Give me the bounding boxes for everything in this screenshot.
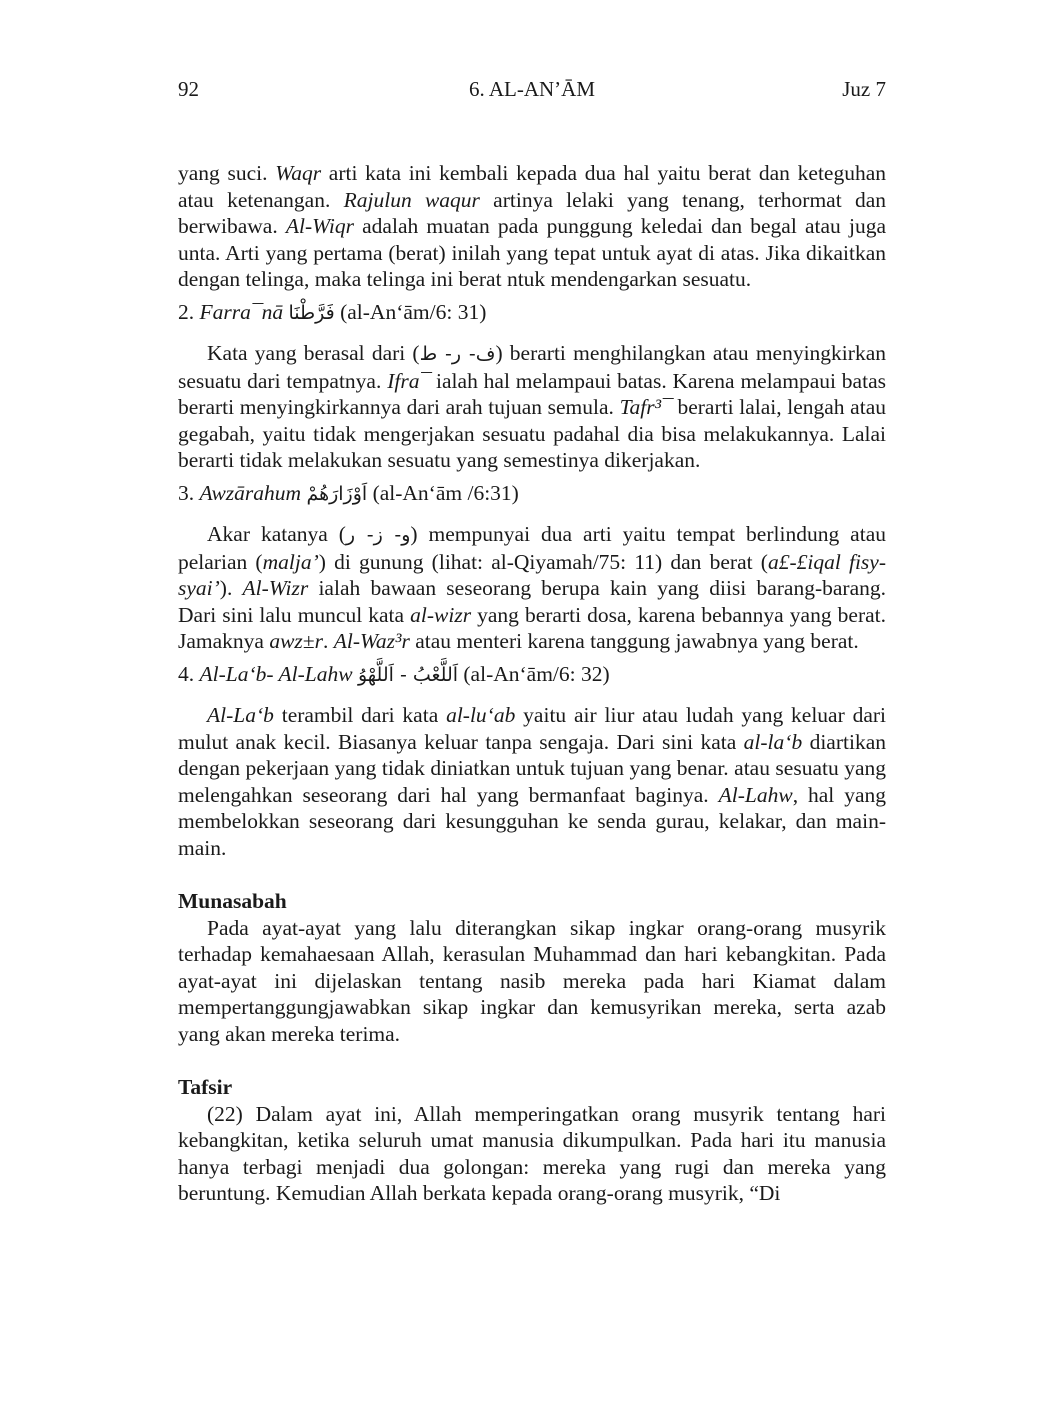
text-run: , hal yang membelokkan seseorang dari kesungguhan ke senda gurau, kelakar, dan main-main. — [178, 782, 887, 860]
arabic-word: فَرَّطْنَا — [288, 301, 335, 324]
arabic-word: اَللَّعْبُ - اَللَّهْوُ — [357, 663, 459, 686]
paragraph-allab — [178, 702, 886, 861]
term-italic: Al-Lahw — [718, 782, 793, 807]
text-run: ) mempunyai dua arti yaitu tempat berlindung atau pelarian ( — [178, 522, 886, 574]
verse-reference: (al-An‘ām /6:31) — [372, 480, 519, 505]
term-italic: Awzārahum — [199, 480, 302, 505]
verse-reference: (al-An‘ām/6: 32) — [463, 661, 610, 686]
text-run: yang suci. — [178, 161, 276, 185]
subheading-farratna — [178, 299, 886, 327]
term-italic: al-wizr — [410, 602, 472, 627]
term-italic: malja’ — [262, 549, 319, 574]
term-italic: al-lu‘ab — [446, 703, 516, 727]
item-number: 3. — [178, 480, 200, 505]
page-number: 92 — [178, 77, 199, 101]
subheading-awzarahum — [178, 480, 886, 508]
term-italic: Al-Wiqr — [285, 214, 354, 238]
text-run: Akar katanya ( — [207, 522, 346, 546]
text-run: . — [322, 629, 334, 653]
term-italic: Al-La‘b- Al-Lahw — [199, 661, 353, 686]
text-run: ). — [219, 576, 243, 600]
text-run: terambil dari kata — [273, 703, 447, 727]
text-run: yaitu air liur atau ludah yang keluar dari mulut anak kecil. Biasanya keluar tanpa sengaja. Dari sini kata — [178, 703, 886, 754]
text-run: yang berarti dosa, karena bebannya yang berat. Jamaknya — [178, 602, 886, 653]
text-run: berarti lalai, lengah atau gegabah, yaitu tidak mengerjakan sesuatu padahal dia bisa melakukannya. Lalai berarti tidak melakukan sesuatu yang semestinya dikerjakan. — [178, 395, 886, 472]
arabic-word: اَوْزَارَهُمْ — [306, 482, 368, 505]
term-italic: Rajulun waqur — [343, 187, 480, 212]
paragraph-farratna — [178, 340, 886, 474]
text-run: ialah bawaan seseorang berupa kain yang diisi barang-barang. Dari sini lalu muncul kata — [178, 576, 886, 627]
arabic-root: ف- ر- ط — [419, 343, 496, 365]
term-italic: Tafr³¯ — [619, 395, 672, 419]
paragraph-waqr-continuation — [178, 160, 886, 293]
text-run: arti kata ini kembali kepada dua hal yaitu berat dan keteguhan atau ketenangan. — [178, 161, 887, 212]
juz-label: Juz 7 — [842, 77, 886, 101]
text-run: Kata yang berasal dari ( — [207, 341, 420, 365]
text-run: atau menteri karena tanggung jawabnya yang berat. — [409, 629, 859, 653]
item-number: 4. — [178, 661, 200, 686]
term-italic: a£-£iqal fisy-syai’ — [178, 549, 886, 600]
term-italic: Al-Wizr — [242, 576, 309, 600]
term-italic: Waqr — [275, 161, 322, 185]
subheading-allab-allahw — [178, 661, 886, 689]
term-italic: Al-Waz³r — [333, 629, 410, 653]
chapter-title: 6. AL-AN’ĀM — [469, 77, 595, 101]
term-italic: al-la‘b — [743, 729, 803, 754]
running-header — [178, 74, 886, 104]
verse-reference: (al-An‘ām/6: 31) — [340, 299, 487, 324]
term-italic: Ifra¯ — [387, 368, 431, 393]
paragraph-awzarahum — [178, 521, 886, 655]
section-heading-tafsir: Tafsir — [178, 1075, 233, 1099]
term-italic: Farra¯nā — [199, 299, 284, 324]
text-run: ialah hal melampaui batas. Karena melampaui batas berarti menyingkirkannya dari arah tujuan semula. — [178, 368, 886, 419]
text-run: artinya lelaki yang tenang, terhormat dan berwibawa. — [178, 187, 887, 238]
paragraph-munasabah: Pada ayat-ayat yang lalu diterangkan sikap ingkar orang-orang musyrik terhadap kemahaesaan Allah, kerasulan Muhammad dan hari kebangkitan. Pada ayat-ayat ini dijelaskan tentang nasib mereka pada hari Kiamat dalam mempertanggungjawabkan sikap ingkar dan kemusyrikan mereka, serta azab yang akan mereka terima. — [178, 915, 886, 1046]
paragraph-tafsir: (22) Dalam ayat ini, Allah memperingatkan orang musyrik tentang hari kebangkitan, ketika seluruh umat manusia dikumpulkan. Pada hari itu manusia hanya terbagi menjadi dua golongan: mereka yang rugi dan mereka yang beruntung. Kemudian Allah berkata kepada orang-orang musyrik, “Di — [178, 1101, 886, 1205]
arabic-root: و- ز- ر — [345, 524, 411, 546]
term-italic: awz±r — [269, 629, 323, 653]
text-run: diartikan dengan pekerjaan yang tidak diniatkan untuk tujuan yang benar. atau sesuatu yang melengahkan seseorang dari hal yang bermanfaat baginya. — [178, 729, 886, 807]
section-heading-munasabah: Munasabah — [178, 889, 287, 913]
page-body — [178, 160, 886, 1207]
item-number: 2. — [178, 299, 200, 324]
term-italic: Al-La‘b — [207, 703, 274, 727]
text-run: ) di gunung (lihat: al-Qiyamah/75: 11) dan berat ( — [318, 549, 768, 574]
text-run: adalah muatan pada punggung keledai dan begal atau juga unta. Arti yang pertama (berat) inilah yang tepat untuk ayat di atas. Jika dikaitkan dengan telinga, maka telinga ini berat ntuk mendengarkan sesuatu. — [178, 214, 886, 291]
text-run: ) berarti menghilangkan atau menyingkirkan sesuatu dari tempatnya. — [178, 341, 886, 393]
